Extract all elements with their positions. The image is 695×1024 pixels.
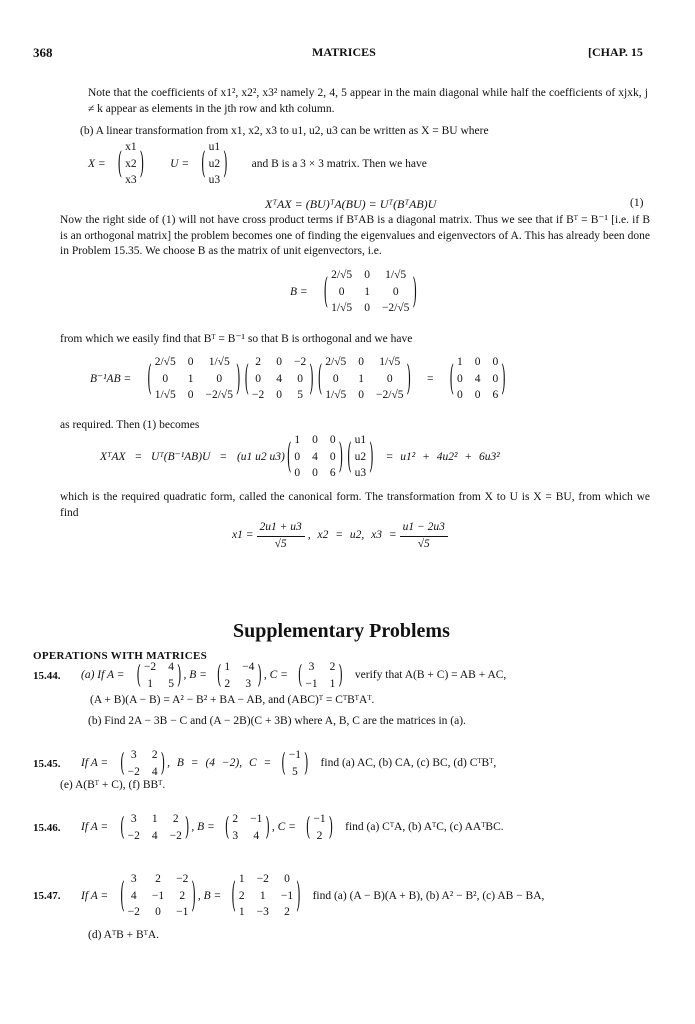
right-paren: ): [184, 810, 190, 842]
matrix-grid: [456, 355, 499, 404]
p1545-a-matrix: [118, 748, 167, 780]
u-label: U =: [170, 157, 190, 170]
matrix-cell: 2: [151, 749, 158, 761]
matrix-cell: 0: [457, 372, 463, 385]
right-paren: ): [139, 144, 145, 181]
right-paren: ): [338, 434, 344, 477]
matrix-cell: 1: [259, 889, 266, 902]
matrix-cell: −2: [169, 829, 182, 842]
p1545-a-label: If A =: [81, 757, 109, 770]
matrix-cell: −2: [127, 765, 140, 778]
matrix-cell: −2: [252, 389, 265, 402]
problem-15-45: [33, 748, 496, 780]
matrix-cell: 1: [224, 661, 231, 673]
right-paren: ): [176, 658, 182, 690]
matrix-cell: 0: [457, 389, 463, 402]
matrix-cell: −2: [176, 873, 189, 885]
matrix-grid: [127, 812, 183, 844]
p1544-a-label: (a) If A =: [81, 669, 125, 682]
part-b-tail: and B is a 3 × 3 matrix. Then we have: [251, 157, 427, 170]
matrix-grid: [293, 433, 336, 482]
left-paren: (: [216, 658, 222, 690]
right-paren: ): [265, 810, 270, 842]
left-paren: (: [120, 810, 125, 842]
matrix-cell: 0: [216, 372, 223, 385]
left-paren: (: [224, 810, 230, 842]
quadratic-form-equation: [100, 433, 500, 482]
matrix-grid: [304, 660, 336, 692]
b-matrix: [322, 268, 419, 317]
matrix-cell: 1: [238, 906, 245, 919]
matrix-cell: 2: [255, 356, 261, 368]
matrix-cell: 1: [187, 372, 194, 385]
matrix-cell: 1: [147, 677, 153, 690]
matrix-grid: [127, 872, 190, 921]
matrix-cell: 2: [179, 889, 186, 902]
x3-numerator: u1 − 2u3: [400, 520, 448, 537]
matrix-cell: 4: [151, 829, 158, 842]
matrix-cell: 4: [253, 829, 260, 842]
left-paren: (: [120, 746, 125, 778]
matrix-cell: 2: [232, 813, 239, 825]
matrix-cell: 0: [329, 434, 336, 446]
subsection-heading: OPERATIONS WITH MATRICES: [33, 650, 208, 662]
p1544-c-label: , C =: [263, 669, 288, 682]
matrix-cell: 0: [329, 450, 336, 463]
left-paren: (: [201, 144, 206, 181]
matrix-cell: 0: [294, 450, 301, 463]
matrix-cell: 0: [364, 269, 370, 281]
matrix-cell: 1: [457, 356, 463, 368]
p1546-a-matrix: [118, 812, 191, 844]
matrix-cell: x1: [125, 141, 137, 153]
matrix-cell: −1: [305, 677, 318, 690]
page-number: 368: [33, 45, 53, 60]
matrix-cell: 0: [294, 467, 301, 480]
p1545-find: find (a) AC, (b) CA, (c) BC, (d) CᵀBᵀ,: [320, 757, 497, 770]
transform-formulas: [232, 520, 451, 552]
matrix-cell: 0: [312, 467, 318, 480]
matrix-grid: [208, 140, 222, 189]
matrix-cell: 0: [364, 302, 370, 315]
matrix-cell: 4: [168, 661, 174, 673]
matrix-cell: 1/√5: [379, 356, 401, 368]
problem-number: 15.46.: [33, 821, 61, 834]
matrix-cell: 0: [276, 356, 282, 368]
matrix-cell: 0: [492, 372, 499, 385]
p1544-c-matrix: [296, 660, 345, 692]
problem-15-47: [33, 872, 544, 921]
b-matrix-right: [316, 355, 413, 404]
right-paren: ): [160, 746, 166, 778]
p1546-c-label: , C =: [271, 821, 296, 834]
matrix-cell: 4: [130, 889, 137, 902]
canonical-form-paragraph: which is the required quadratic form, called the canonical form. The transformation from X to U is X = BU, from which we find: [60, 491, 650, 519]
p1545-b-text: , B = (4 −2), C =: [167, 757, 272, 770]
matrix-cell: −3: [256, 906, 269, 919]
b-matrix-definition: [290, 268, 419, 317]
left-paren: (: [281, 746, 286, 778]
matrix-cell: 0: [276, 389, 282, 402]
matrix-cell: 1/√5: [385, 269, 407, 281]
matrix-cell: 2: [172, 813, 179, 825]
matrix-cell: 1: [238, 873, 245, 885]
matrix-grid: [238, 872, 294, 921]
matrix-cell: 1: [329, 677, 336, 690]
p1544-b-label: , B =: [183, 669, 207, 682]
right-paren: ): [309, 356, 314, 399]
matrix-cell: 6: [492, 389, 499, 402]
matrix-cell: 1: [358, 372, 365, 385]
p1547-a-matrix: [118, 872, 198, 921]
x-vector: [116, 140, 147, 189]
left-paren: (: [231, 873, 236, 916]
equation-1: XᵀAX = (BU)ᵀA(BU) = Uᵀ(BᵀAB)U: [265, 197, 437, 211]
matrix-grid: [324, 355, 404, 404]
p1544-part-b: (b) Find 2A − 3B − C and (A − 2B)(C + 3B) where A, B, C are the matrices in (a).: [88, 715, 466, 727]
problem-number: 15.45.: [33, 757, 61, 770]
right-paren: ): [369, 434, 374, 477]
matrix-cell: −1: [151, 889, 165, 902]
matrix-cell: 1/√5: [331, 302, 353, 315]
u-vector: [199, 140, 230, 189]
matrix-cell: 2/√5: [325, 356, 347, 368]
p1546-c-vector: [304, 812, 335, 844]
matrix-grid: [330, 268, 410, 317]
left-paren: (: [120, 873, 125, 916]
matrix-cell: 0: [312, 434, 318, 446]
left-paren: (: [117, 144, 123, 181]
matrix-cell: 0: [332, 372, 339, 385]
x-label: X =: [88, 157, 106, 170]
matrix-cell: 2: [155, 873, 161, 885]
matrix-cell: 0: [358, 356, 365, 368]
matrix-cell: 0: [255, 372, 261, 385]
matrix-cell: −2: [127, 829, 140, 842]
matrix-cell: 6: [329, 467, 336, 480]
left-paren: (: [244, 356, 249, 399]
matrix-cell: 0: [187, 356, 194, 368]
matrix-cell: 0: [386, 372, 393, 385]
right-paren: ): [257, 658, 262, 690]
matrix-cell: 3: [130, 749, 137, 761]
matrix-cell: 2: [224, 677, 231, 690]
x3-fraction: [400, 520, 448, 552]
matrix-cell: 1/√5: [154, 389, 176, 402]
matrix-cell: 0: [492, 356, 499, 368]
matrix-cell: 0: [162, 372, 169, 385]
x3-denominator: √5: [417, 537, 430, 550]
matrix-cell: u3: [354, 467, 367, 480]
matrix-cell: 2/√5: [331, 269, 353, 281]
matrix-cell: −1: [313, 813, 326, 825]
p1547-find: find (a) (A − B)(A + B), (b) A² − B², (c) AB − BA,: [312, 889, 545, 902]
note-paragraph: Note that the coefficients of x1², x2², x3² namely 2, 4, 5 appear in the main diagonal while half the coefficients of xjxk, j ≠ k appear as elements in the jth row and kth column.: [88, 87, 648, 115]
matrix-cell: 5: [297, 389, 303, 402]
a-matrix: [243, 355, 316, 404]
section-title: Supplementary Problems: [233, 620, 450, 642]
p1547-b-label: , B =: [197, 889, 222, 902]
left-paren: (: [136, 658, 141, 690]
matrix-grid: [127, 748, 159, 780]
right-paren: ): [304, 746, 309, 778]
matrix-cell: 0: [358, 389, 365, 402]
matrix-grid: [223, 660, 255, 692]
matrix-grid: [231, 812, 263, 844]
p1547-b-matrix: [229, 872, 302, 921]
problem-15-44: [33, 660, 506, 692]
p1544-verify: verify that A(B + C) = AB + AC,: [354, 669, 507, 682]
matrix-cell: 3: [308, 661, 315, 673]
matrix-cell: u1: [354, 434, 367, 446]
matrix-cell: 3: [130, 873, 137, 885]
matrix-cell: −2: [143, 661, 157, 673]
matrix-grid: [143, 660, 175, 692]
matrix-cell: −1: [250, 813, 263, 825]
x1-denominator: √5: [274, 537, 287, 550]
left-paren: (: [323, 269, 329, 312]
matrix-cell: −1: [288, 749, 302, 761]
right-paren: ): [406, 356, 412, 399]
matrix-grid: [312, 812, 326, 844]
p1547-line2: (d) AᵀB + BᵀA.: [88, 929, 160, 941]
p1544-b-matrix: [215, 660, 264, 692]
right-paren: ): [412, 269, 417, 312]
matrix-cell: 1/√5: [208, 356, 230, 368]
left-paren: (: [305, 810, 311, 842]
diagonal-result-matrix: [448, 355, 508, 404]
matrix-cell: −2/√5: [381, 302, 410, 315]
matrix-cell: 2: [238, 889, 245, 902]
matrix-grid: [251, 355, 307, 404]
x2-x3-text: , x2 = u2, x3 =: [307, 529, 397, 542]
matrix-cell: 2: [284, 906, 290, 919]
p1545-line2: (e) A(Bᵀ + C), (f) BBᵀ.: [60, 779, 166, 791]
matrix-cell: u3: [208, 174, 221, 187]
matrix-cell: 1: [364, 285, 370, 298]
matrix-grid: [124, 140, 138, 189]
matrix-cell: 4: [276, 372, 282, 385]
orthogonal-result-text: from which we easily find that Bᵀ = B⁻¹ so that B is orthogonal and we have: [60, 333, 413, 345]
matrix-cell: 2: [316, 829, 323, 842]
right-paren: ): [501, 356, 506, 399]
matrix-grid: [354, 433, 368, 482]
diag-equals: =: [427, 372, 434, 385]
right-paren: ): [236, 356, 241, 399]
matrix-cell: x2: [125, 157, 137, 170]
right-paren: ): [296, 873, 301, 916]
right-paren: ): [328, 810, 334, 842]
as-required-text: as required. Then (1) becomes: [60, 419, 200, 431]
matrix-cell: 2/√5: [154, 356, 176, 368]
running-title: MATRICES: [312, 45, 376, 59]
matrix-cell: −2/√5: [205, 389, 233, 402]
matrix-cell: 4: [312, 450, 318, 463]
x1-fraction: [257, 520, 305, 552]
quad-left: XᵀAX = Uᵀ(B⁻¹AB)U =: [100, 450, 227, 463]
orthogonal-paragraph: Now the right side of (1) will not have cross product terms if BᵀAB is a diagonal matrix. Thus we see that if Bᵀ = B⁻¹ [i.e. if B is an orthogonal matrix] the problem becomes one of finding the eigenvalues and eigenvectors of A. This has already been done in Problem 15.35. We choose B as the matrix of unit eigenvectors, i.e.: [60, 214, 650, 258]
right-paren: ): [191, 873, 196, 916]
matrix-grid: [154, 355, 234, 404]
quad-result: = u1² + 4u2² + 6u3²: [385, 450, 500, 463]
x1-numerator: 2u1 + u3: [257, 520, 305, 537]
p1546-b-label: , B =: [191, 821, 215, 834]
matrix-cell: −2: [127, 906, 140, 919]
matrix-cell: 5: [292, 765, 298, 778]
diagonalization-equation: [90, 355, 508, 404]
p1546-a-label: If A =: [81, 821, 109, 834]
matrix-cell: 4: [151, 765, 158, 778]
matrix-cell: 4: [474, 372, 481, 385]
u-row-vector: (u1 u2 u3): [236, 450, 285, 463]
matrix-cell: u2: [208, 157, 221, 170]
right-paren: ): [223, 144, 228, 181]
matrix-cell: u2: [354, 450, 367, 463]
x-u-definition: [88, 140, 427, 189]
matrix-cell: 0: [392, 285, 399, 298]
b-label: B =: [290, 285, 308, 298]
p1547-a-label: If A =: [81, 889, 109, 902]
matrix-cell: 2: [329, 661, 336, 673]
p1546-find: find (a) CᵀA, (b) AᵀC, (c) AAᵀBC.: [345, 821, 504, 834]
p1544-a-matrix: [134, 660, 183, 692]
x1-label: x1 =: [232, 529, 254, 542]
u-column-vector: [345, 433, 376, 482]
part-b-intro: (b) A linear transformation from x1, x2, x3 to u1, u2, u3 can be written as X = BU where: [80, 125, 489, 137]
left-paren: (: [347, 434, 352, 477]
problem-number: 15.47.: [33, 889, 61, 902]
left-paren: (: [449, 356, 455, 399]
matrix-cell: −4: [242, 661, 255, 673]
diag-label: B⁻¹AB =: [90, 372, 132, 385]
matrix-cell: 3: [232, 829, 239, 842]
matrix-cell: u1: [208, 141, 221, 153]
matrix-cell: 0: [474, 389, 481, 402]
left-paren: (: [286, 434, 292, 477]
left-paren: (: [147, 356, 152, 399]
matrix-cell: −1: [280, 889, 294, 902]
equation-1-number: (1): [630, 197, 644, 209]
matrix-cell: 0: [338, 285, 345, 298]
p1545-c-vector: [279, 748, 310, 780]
b-inverse-matrix: [145, 355, 242, 404]
problem-15-46: [33, 812, 504, 844]
left-paren: (: [297, 658, 303, 690]
matrix-cell: 0: [155, 906, 161, 919]
matrix-cell: x3: [125, 174, 137, 187]
matrix-cell: 3: [130, 813, 137, 825]
matrix-cell: 3: [245, 677, 252, 690]
matrix-cell: 0: [187, 389, 194, 402]
matrix-cell: −2: [256, 873, 269, 885]
matrix-cell: 5: [168, 677, 174, 690]
matrix-cell: −2/√5: [376, 389, 404, 402]
matrix-cell: 1: [151, 813, 158, 825]
matrix-cell: −2: [294, 356, 307, 368]
quad-diag-matrix: [285, 433, 345, 482]
p1544-line2: (A + B)(A − B) = A² − B² + BA − AB, and (ABC)ᵀ = CᵀBᵀAᵀ.: [90, 694, 375, 706]
matrix-cell: 1/√5: [325, 389, 347, 402]
matrix-cell: 0: [474, 356, 481, 368]
matrix-cell: 1: [294, 434, 301, 446]
left-paren: (: [317, 356, 323, 399]
matrix-cell: −1: [176, 906, 189, 919]
matrix-grid: [288, 748, 302, 780]
matrix-cell: 0: [284, 873, 290, 885]
p1546-b-matrix: [223, 812, 272, 844]
chapter-ref: [CHAP. 15: [588, 45, 643, 59]
right-paren: ): [338, 658, 343, 690]
matrix-cell: 0: [297, 372, 303, 385]
problem-number: 15.44.: [33, 669, 61, 682]
